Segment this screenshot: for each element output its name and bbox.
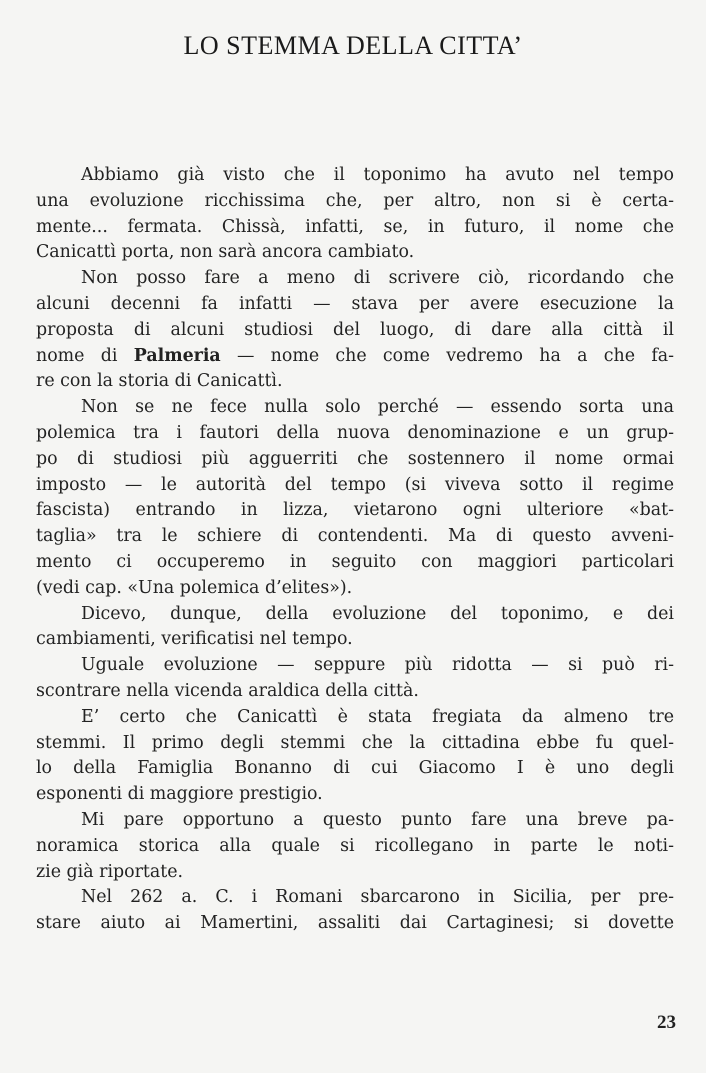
paragraph-8 [36,885,674,937]
text-line: Non se ne fece nulla solo perché — essendo sorta una [81,397,674,418]
paragraph-7 [36,808,674,885]
text-line: taglia» tra le schiere di contendenti. Ma di questo avveni- [36,526,674,547]
text-fragment: — nome che come vedremo ha a che fa- [220,345,675,366]
text-line: fascista) entrando in lizza, vietarono ogni ulteriore «bat- [36,500,674,521]
body-text [36,163,674,937]
text-fragment: nome di [36,345,134,366]
paragraph-2 [36,266,674,395]
text-line: po di studiosi più agguerriti che sostennero il nome ormai [36,448,674,469]
text-line: esponenti di maggiore prestigio. [36,784,323,805]
paragraph-5 [36,653,674,705]
text-line: Mi pare opportuno a questo punto fare una breve pa- [81,809,674,830]
page-number: 23 [657,1012,676,1033]
text-line: cambiamenti, verificatisi nel tempo. [36,629,353,650]
text-line: Nel 262 a. C. i Romani sbarcarono in Sicilia, per pre- [81,887,674,908]
paragraph-1 [36,163,674,266]
paragraph-4 [36,602,674,654]
text-line: stemmi. Il primo degli stemmi che la cittadina ebbe fu quel- [36,732,674,753]
paragraph-3 [36,395,674,601]
text-line: Non posso fare a meno di scrivere ciò, ricordando che [81,268,674,289]
text-line-with-bold [36,344,674,370]
text-line: stare aiuto ai Mamertini, assaliti dai Cartaginesi; si dovette [36,913,674,934]
paragraph-6 [36,705,674,808]
text-line: scontrare nella vicenda araldica della città. [36,680,419,701]
text-line: polemica tra i fautori della nuova denominazione e un grup- [36,422,674,443]
text-line: Uguale evoluzione — seppure più ridotta — si può ri- [81,655,674,676]
text-line: Abbiamo già visto che il toponimo ha avuto nel tempo [81,165,674,185]
text-line: proposta di alcuni studiosi del luogo, di dare alla città il [36,319,674,340]
text-line: noramica storica alla quale si ricollegano in parte le noti- [36,835,674,856]
bold-word: Palmeria [133,345,221,366]
text-line: alcuni decenni fa infatti — stava per avere esecuzione la [36,293,674,314]
text-line: Canicattì porta, non sarà ancora cambiato. [36,242,415,263]
text-line: (vedi cap. «Una polemica d’elites»). [36,577,353,598]
text-line: una evoluzione ricchissima che, per altro, non si è certa- [36,190,674,211]
text-line: zie già riportate. [36,861,184,882]
chapter-title: LO STEMMA DELLA CITTA’ [183,31,523,60]
text-line: re con la storia di Canicattì. [36,371,283,392]
text-line: E’ certo che Canicattì è stata fregiata da almeno tre [81,706,674,727]
text-line: mente... fermata. Chissà, infatti, se, in futuro, il nome che [36,216,674,237]
text-line: mento ci occuperemo in seguito con maggiori particolari [36,551,674,572]
text-line: lo della Famiglia Bonanno di cui Giacomo I è uno degli [36,758,674,779]
text-line: imposto — le autorità del tempo (si viveva sotto il regime [36,474,674,495]
text-line: Dicevo, dunque, della evoluzione del toponimo, e dei [81,603,674,624]
